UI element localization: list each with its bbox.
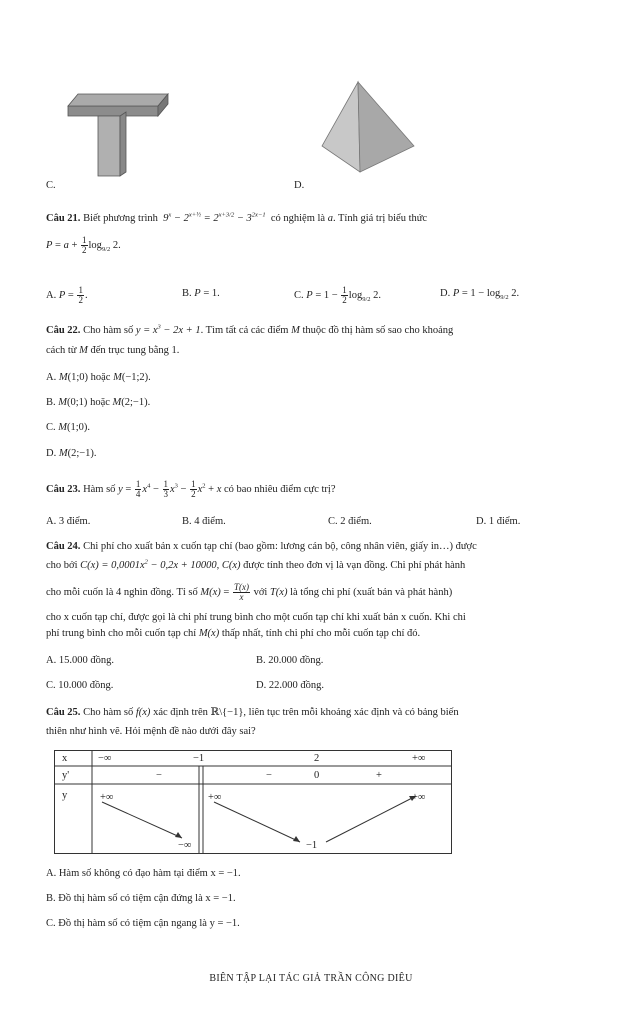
table-y-val: −∞ bbox=[178, 840, 192, 851]
q22-option-d[interactable]: D. M(2;−1). bbox=[46, 448, 97, 459]
table-y-val: +∞ bbox=[100, 792, 114, 803]
page-footer: BIÊN TẬP LẠI TÁC GIẢ TRẦN CÔNG DIÊU bbox=[209, 973, 413, 984]
q21-option-a[interactable]: A. P = $\frac{1}{2}$ . bbox=[46, 285, 88, 305]
question-24-line3: cho mỗi cuốn là 4 nghìn đồng. Tỉ số M(x) = $\frac{T(x)}{x}$ với T(x) là tổng chi phí (xuất bản và phát hành) bbox=[46, 582, 453, 602]
table-row-x-label: x bbox=[62, 753, 68, 764]
q22-option-a[interactable]: A. M(1;0) hoặc M(−1;2). bbox=[46, 372, 151, 383]
figure-d-label: D. bbox=[294, 180, 305, 191]
table-y-val: +∞ bbox=[208, 792, 222, 803]
figure-c-label: C. bbox=[46, 180, 56, 191]
q21-option-d[interactable]: D. $P = 1 - \log_{9/2} 2$. bbox=[440, 288, 520, 302]
q21-option-c[interactable]: C. P = 1 − $\frac{1}{2}$ $\log_{9/2} 2$. bbox=[294, 285, 382, 305]
expression-21: P = a + $\frac{1}{2}$ $\log_{9/2} 2$. bbox=[46, 235, 121, 255]
question-24-line5: phí trung bình cho mỗi cuốn tạp chí M(x) thấp nhất, tính chi phí cho mỗi cuốn tạp chí đó. bbox=[46, 628, 421, 639]
t-shape-figure bbox=[60, 88, 170, 183]
table-sign-val: + bbox=[376, 770, 382, 781]
table-sign-val: − bbox=[266, 770, 272, 781]
q25-option-a[interactable]: A. Hàm số không có đạo hàm tại điểm x = −1. bbox=[46, 868, 241, 879]
table-y-val: +∞ bbox=[412, 792, 426, 803]
equation-21: $9^x - 2^{x+\frac{1}{2}} = 2^{x+3/2} - 3^{2x-1}$ bbox=[160, 211, 266, 224]
table-sign-val: − bbox=[156, 770, 162, 781]
question-21: Câu 21. Biết phương trình $9^x - 2^{x+\frac{1}{2}} = 2^{x+3/2} - 3^{2x-1}$ có nghiệm là a. Tính giá trị biểu thức bbox=[46, 211, 428, 224]
q24-option-d[interactable]: D. 22.000 đồng. bbox=[256, 680, 324, 691]
q24-option-b[interactable]: B. 20.000 đồng. bbox=[256, 655, 324, 666]
table-x-val: 2 bbox=[314, 753, 320, 764]
question-25: Câu 25. Cho hàm số f(x) xác định trên ℝ\{−1}, liên tục trên mỗi khoảng xác định và có bảng biến bbox=[46, 707, 459, 718]
q21-option-b[interactable]: B. P = 1. bbox=[182, 288, 220, 299]
table-x-val: +∞ bbox=[412, 753, 426, 764]
q24-option-c[interactable]: C. 10.000 đồng. bbox=[46, 680, 114, 691]
q23-option-a[interactable]: A. 3 điểm. bbox=[46, 516, 91, 527]
table-y-val: −1 bbox=[306, 840, 318, 851]
q25-option-c[interactable]: C. Đồ thị hàm số có tiệm cận ngang là y = −1. bbox=[46, 918, 240, 929]
q23-option-d[interactable]: D. 1 điểm. bbox=[476, 516, 521, 527]
q23-option-b[interactable]: B. 4 điểm. bbox=[182, 516, 226, 527]
table-row-y-label: y bbox=[62, 790, 68, 801]
q22-option-c[interactable]: C. M(1;0). bbox=[46, 422, 91, 433]
q22-option-b[interactable]: B. M(0;1) hoặc M(2;−1). bbox=[46, 397, 151, 408]
table-sign-val: 0 bbox=[314, 770, 320, 781]
question-22-line2: cách từ M đến trục tung bằng 1. bbox=[46, 345, 180, 356]
question-24: Câu 24. Chi phí cho xuất bản x cuốn tạp chí (bao gồm: lương cán bộ, công nhân viên, giấy in…) được bbox=[46, 541, 477, 552]
variation-table bbox=[54, 750, 452, 854]
question-24-line4: cho x cuốn tạp chí, được gọi là chi phí trung bình cho một cuốn tạp chí khi xuất bản x cuốn. Khi chi bbox=[46, 612, 466, 623]
question-24-line2: cho bởi $C(x) = 0,0001x^2 - 0,2x + 10000$, C(x) được tính theo đơn vị là vạn đồng. Chi phí phát hành bbox=[46, 558, 466, 571]
q25-option-b[interactable]: B. Đồ thị hàm số có tiệm cận đứng là x = −1. bbox=[46, 893, 236, 904]
q23-option-c[interactable]: C. 2 điểm. bbox=[328, 516, 372, 527]
question-25-line2: thiên như hình vẽ. Hỏi mệnh đề nào dưới đây sai? bbox=[46, 726, 256, 737]
question-23: Câu 23. Hàm số y = $\frac{1}{4}$ $x^4$ − $\frac{1}{3}$ $x^3$ − $\frac{1}{2}$ $x^2 + x$ có bao nhiêu điểm cực trị? bbox=[46, 479, 336, 499]
pyramid-figure bbox=[318, 78, 418, 178]
q24-option-a[interactable]: A. 15.000 đồng. bbox=[46, 655, 114, 666]
table-row-yprime-label: y' bbox=[62, 770, 70, 781]
table-x-val: −1 bbox=[193, 753, 205, 764]
table-x-val: −∞ bbox=[98, 753, 112, 764]
question-22: Câu 22. Cho hàm số $y = x^3 - 2x + 1$. Tìm tất cả các điểm M thuộc đồ thị hàm số sao cho khoảng bbox=[46, 323, 454, 336]
